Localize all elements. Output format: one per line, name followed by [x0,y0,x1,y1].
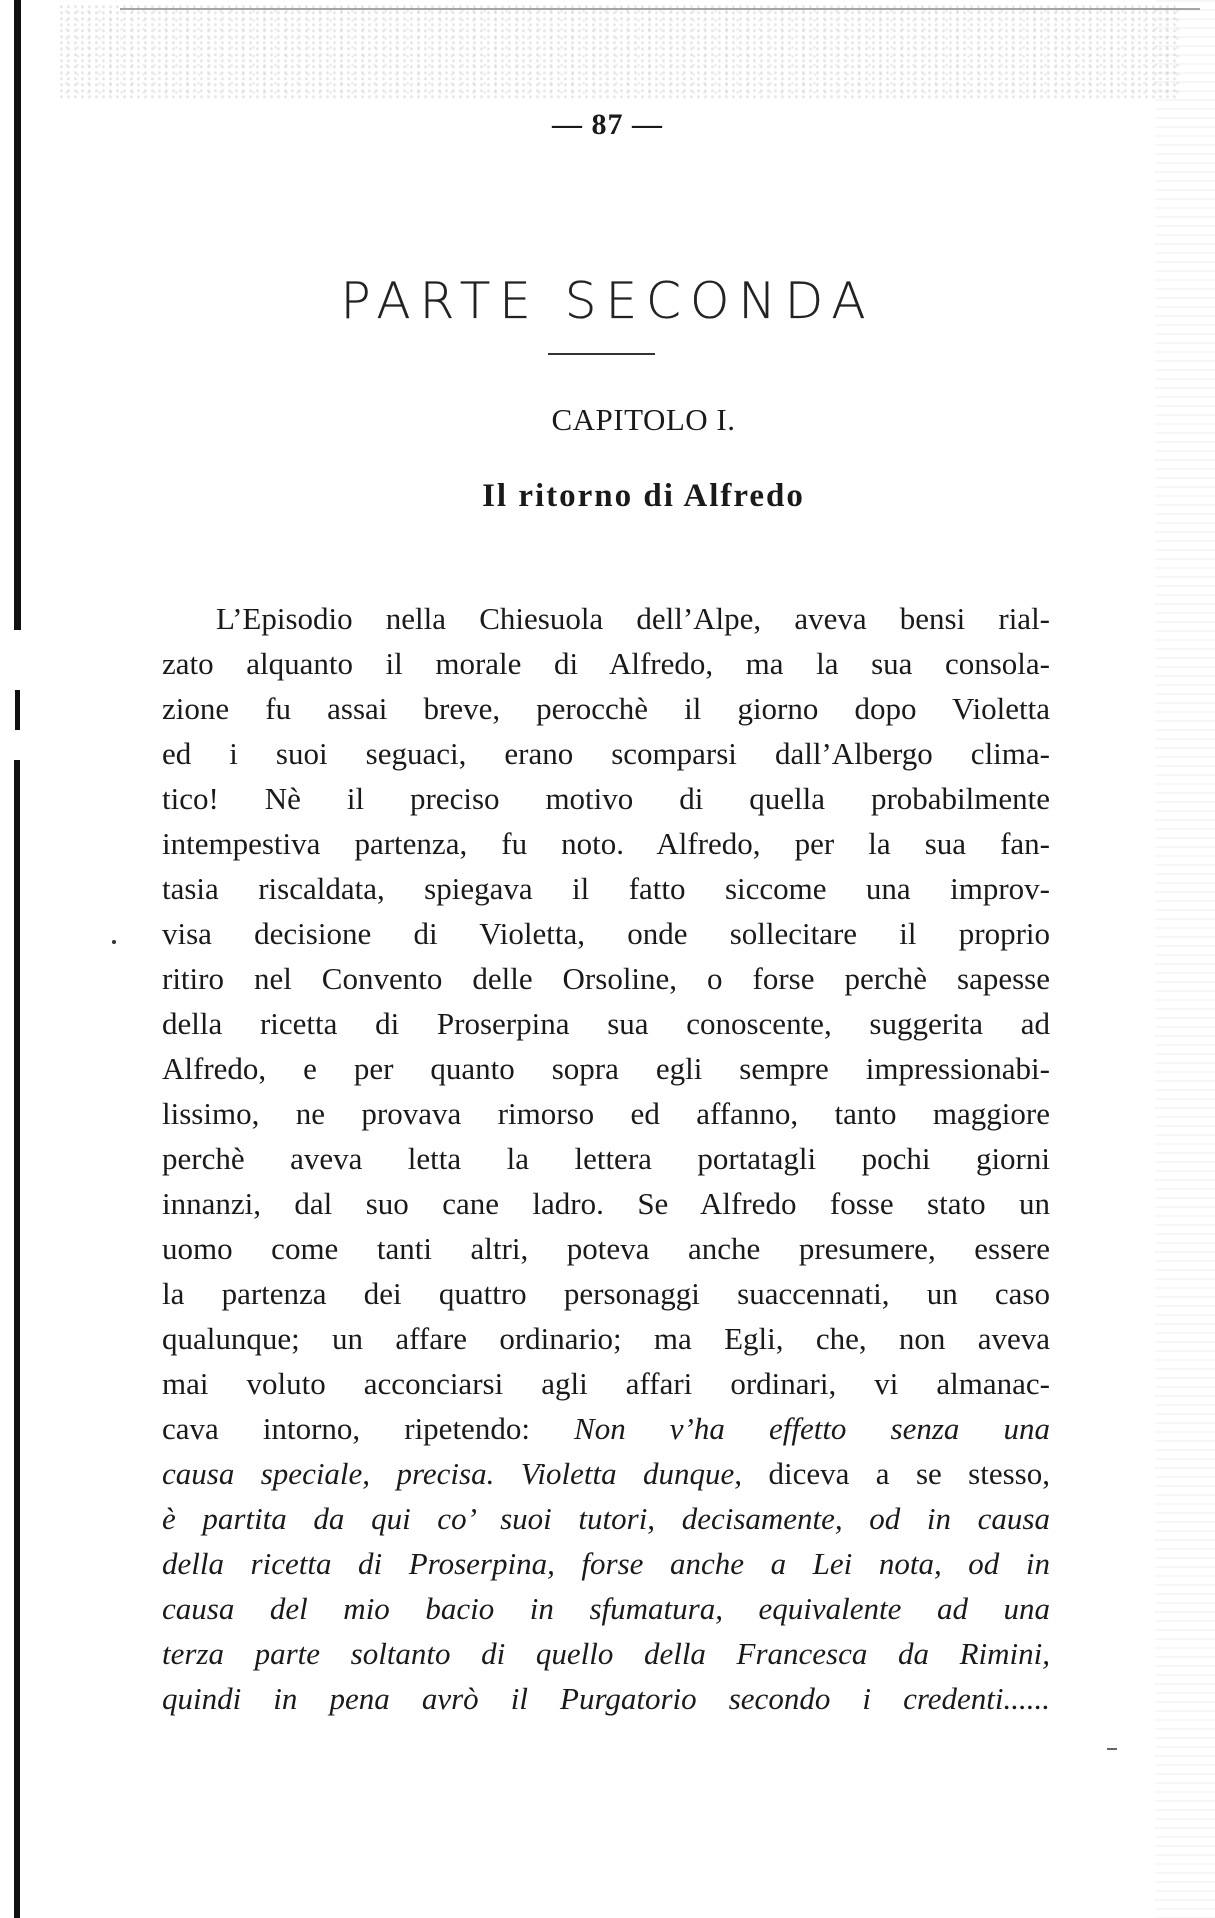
scan-noise [60,5,1180,100]
scan-binding-edge [14,760,20,1918]
text-line: innanzi, dal suo cane ladro. Se Alfredo fosse stato un [162,1186,1050,1221]
text-line: L’Episodio nella Chiesuola dell’Alpe, aveva bensi rial- [216,601,1050,636]
text-line: della ricetta di Proserpina sua conoscente, suggerita ad [162,1006,1050,1041]
scan-edge-line [120,8,1200,10]
text-line: intempestiva partenza, fu noto. Alfredo, per la sua fan- [162,826,1050,861]
text-line: ritiro nel Convento delle Orsoline, o forse perchè sapesse [162,961,1050,996]
page-number: — 87 — [552,108,663,141]
text-line: lissimo, ne provava rimorso ed affanno, tanto maggiore [162,1096,1050,1131]
part-title: PARTE SECONDA [340,272,875,330]
text-line: ed i suoi seguaci, erano scomparsi dall’Albergo clima- [162,736,1050,771]
text-line-italic: causa del mio bacio in sfumatura, equivalente ad una [162,1591,1050,1626]
text-line: Alfredo, e per quanto sopra egli sempre impressionabi- [162,1051,1050,1086]
chapter-heading: CAPITOLO I. [551,402,736,437]
chapter-title: Il ritorno di Alfredo [482,478,805,514]
text-line: tico! Nè il preciso motivo di quella probabilmente [162,781,1050,816]
text-line: perchè aveva letta la lettera portatagli pochi giorni [162,1141,1050,1176]
text-line-italic: quindi in pena avrò il Purgatorio secondo i credenti...... [162,1681,1050,1716]
text-line-italic: della ricetta di Proserpina, forse anche a Lei nota, od in [162,1546,1050,1581]
text-line-italic: è partita da qui co’ suoi tutori, decisamente, od in causa [162,1501,1050,1536]
margin-mark [112,940,116,944]
text-italic: causa speciale, precisa. Violetta dunque, [162,1456,743,1491]
text-line: visa decisione di Violetta, onde sollecitare il proprio [162,916,1050,951]
body-text [162,596,1050,1721]
text-line: uomo come tanti altri, poteva anche presumere, essere [162,1231,1050,1266]
scan-mark [1107,1748,1117,1750]
text-line: zione fu assai breve, perocchè il giorno dopo Violetta [162,691,1050,726]
text-line: zato alquanto il morale di Alfredo, ma la sua consola- [162,646,1050,681]
text-line-mixed [162,1406,1050,1451]
text-italic: Non v’ha effetto senza una [574,1411,1050,1446]
text-line: tasia riscaldata, spiegava il fatto siccome una improv- [162,871,1050,906]
text-roman: cava intorno, ripetendo: [162,1411,530,1446]
text-line: la partenza dei quattro personaggi suaccennati, un caso [162,1276,1050,1311]
text-line: mai voluto acconciarsi agli affari ordinari, vi almanac- [162,1366,1050,1401]
text-line: qualunque; un affare ordinario; ma Egli, che, non aveva [162,1321,1050,1356]
text-roman: diceva a se stesso, [768,1456,1050,1491]
title-divider [548,353,655,355]
text-line-italic: terza parte soltanto di quello della Francesca da Rimini, [162,1636,1050,1671]
scan-binding-edge [15,690,20,730]
text-line-mixed [162,1451,1050,1496]
